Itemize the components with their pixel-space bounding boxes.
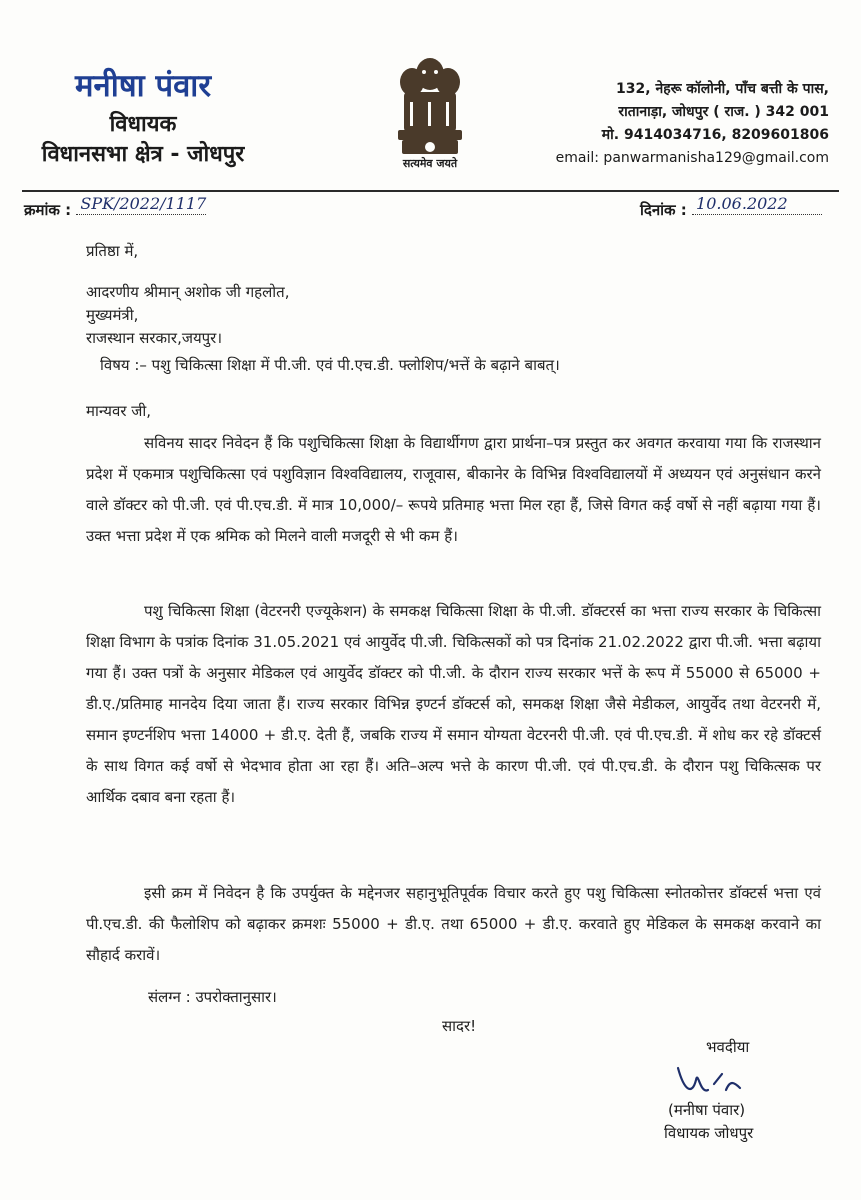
signatory-name: (मनीषा पंवार) (668, 1101, 746, 1119)
subject-line: विषय :– पशु चिकित्सा शिक्षा में पी.जी. एवं पी.एच.डी. फ्लोशिप/भत्तें के बढ़ाने बाबत्। (100, 356, 560, 374)
paragraph-3: इसी क्रम में निवेदन है कि उपर्युक्त के मद्देनजर सहानुभूतिपूर्वक विचार करते हुए पशु चिकित्सा स्नोतकोत्तर डॉक्टर्स भत्ता एवं पी.एच.डी. की फैलोशिप को बढ़ाकर क्रमशः 55000 + डी.ए. तथा 65000 + डी.ए. करवाते हुए मेडिकल के समकक्ष करवाने का सौहार्द करावें। (86, 884, 821, 964)
valediction: भवदीया (706, 1038, 750, 1056)
closing: सादर! (442, 1017, 477, 1035)
reference-label: क्रमांक : (24, 201, 72, 219)
letterhead-right (529, 78, 829, 170)
reference-number (24, 194, 207, 220)
emblem-motto: सत्यमेव जयते (402, 157, 458, 170)
signatory-designation: विधायक जोधपुर (664, 1124, 754, 1142)
constituency: विधानसभा क्षेत्र - जोधपुर (41, 142, 245, 167)
mla-designation: विधायक (109, 112, 177, 137)
salutation-to: प्रतिष्ठा में, (86, 242, 139, 260)
letterhead-left (28, 66, 258, 170)
reference-value: SPK/2022/1117 (80, 194, 207, 213)
recipient-line-2: मुख्यमंत्री, (86, 306, 139, 324)
address-line-1: 132, नेहरू कॉलोनी, पाँच बत्ती के पास, (616, 81, 829, 97)
letter-date (640, 194, 822, 220)
letterhead-divider (22, 190, 839, 192)
enclosure: संलग्न : उपरोक्तानुसार। (148, 988, 277, 1006)
greeting: मान्यवर जी, (86, 402, 152, 420)
date-value: 10.06.2022 (696, 194, 788, 213)
recipient-line-3: राजस्थान सरकार,जयपुर। (86, 329, 223, 347)
paragraph-1: सविनय सादर निवेदन हैं कि पशुचिकित्सा शिक्षा के विद्यार्थीगण द्वारा प्रार्थना–पत्र प्रस्तुत कर अवगत करवाया गया कि राजस्थान प्रदेश में एकमात्र पशुचिकित्सा एवं पशुविज्ञान विश्वविद्यालय, राजूवास, बीकानेर के विभिन्न विश्वविद्यालयों में अध्ययन एवं अनुसंधान करने वाले डॉक्टर को पी.जी. एवं पी.एच.डी. में मात्र 10,000/– रूपये प्रतिमाह भत्ता मिल रहा हैं, जिसे विगत कई वर्षो से नहीं बढ़ाया गया हैं। उक्त भत्ता प्रदेश में एक श्रमिक को मिलने वाली मजदूरी से भी कम हैं। (86, 434, 821, 545)
mla-name: मनीषा पंवार (74, 68, 212, 104)
address-line-2: रातानाड़ा, जोधपुर ( राज. ) 342 001 (618, 104, 829, 120)
recipient-line-1: आदरणीय श्रीमान् अशोक जी गहलोत, (86, 283, 290, 301)
recipient-address (86, 240, 686, 350)
phone-numbers: मो. 9414034716, 8209601806 (601, 127, 829, 143)
date-label: दिनांक : (640, 201, 687, 219)
handwritten-signature (670, 1060, 760, 1104)
paragraph-2: पशु चिकित्सा शिक्षा (वेटरनरी एज्यूकेशन) के समकक्ष चिकित्सा शिक्षा के पी.जी. डॉक्टरर्स का भत्ता राज्य सरकार के चिकित्सा शिक्षा विभाग के पत्रांक दिनांक 31.05.2021 एवं आयुर्वेद पी.जी. चिकित्सकों को पत्र दिनांक 21.02.2022 द्वारा पी.जी. भत्ता बढ़ाया गया हैं। उक्त पत्रों के अनुसार मेडिकल एवं आयुर्वेद डॉक्टर को पी.जी. के दौरान राज्य सरकार भत्तें के रूप में 55000 से 65000 + डी.ए./प्रतिमाह मानदेय दिया जाता हैं। राज्य सरकार विभिन्न इण्टर्न डॉक्टर्स को, समकक्ष शिक्षा जैसे मेडीकल, आयुर्वेद तथा वेटरनरी में, समान इण्टर्नशिप भत्ता 14000 + डी.ए. देती हैं, जबकि राज्य में समान योग्यता वेटरनरी पी.जी. एवं पी.एच.डी. में शोध कर रहे डॉक्टर्स के साथ विगत कई वर्षो से भेदभाव होता आ रहा हैं। अति–अल्प भत्ते के कारण पी.जी. एवं पी.एच.डी. के दौरान पशु चिकित्सक पर आर्थिक दबाव बना रहता हैं। (86, 602, 821, 806)
email-address: email: panwarmanisha129@gmail.com (555, 150, 829, 166)
